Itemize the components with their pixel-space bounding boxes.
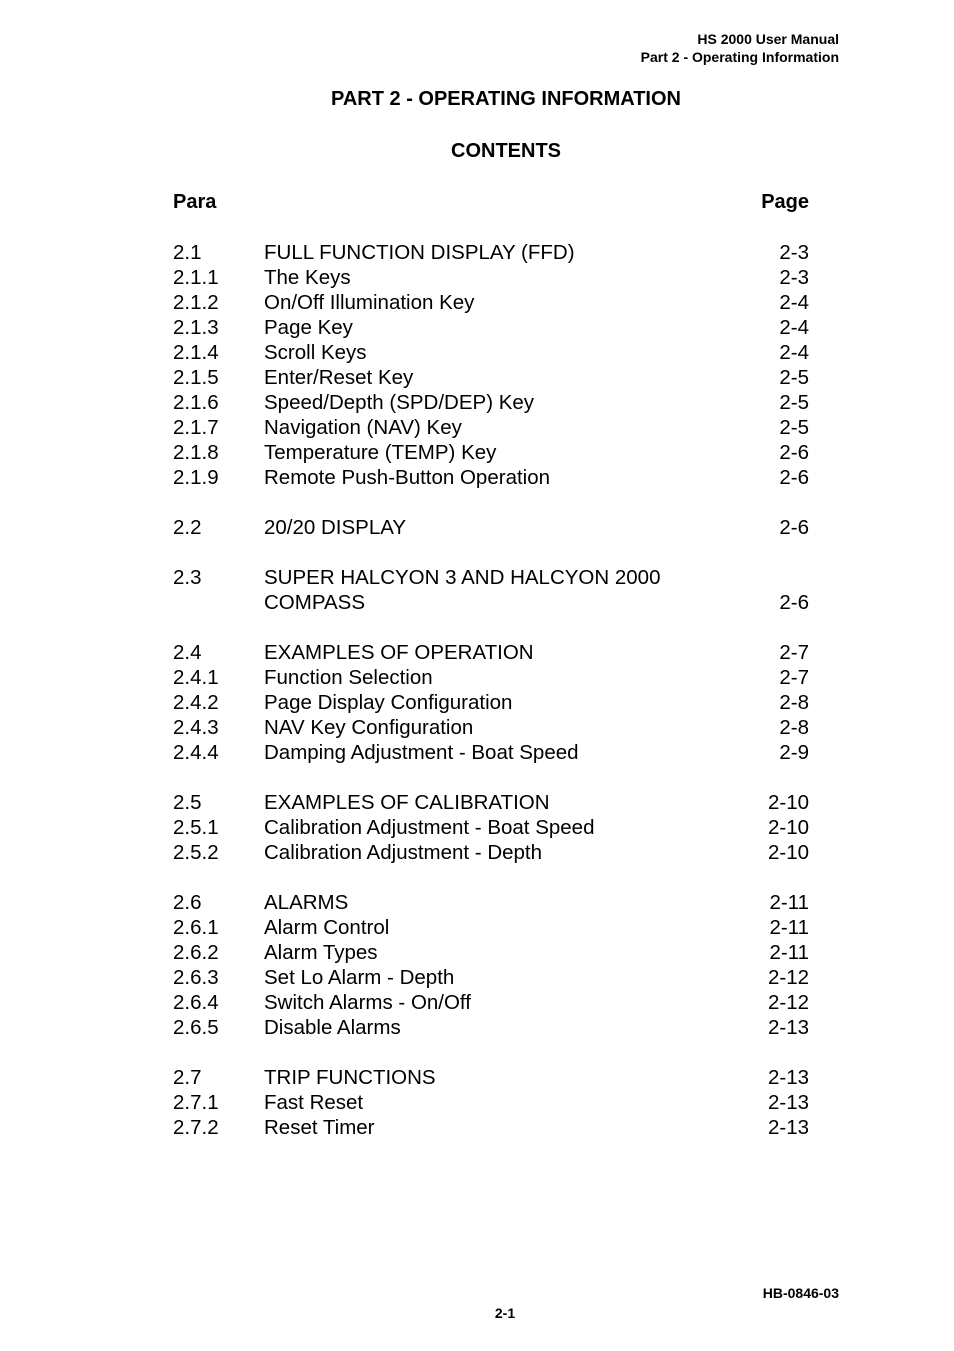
- toc-entry[interactable]: [173, 940, 809, 965]
- page-title: PART 2 - OPERATING INFORMATION: [331, 88, 681, 110]
- toc-title: EXAMPLES OF OPERATION: [264, 641, 534, 664]
- toc-page-number: 2-13: [767, 1016, 809, 1039]
- toc-title: Enter/Reset Key: [264, 366, 414, 389]
- toc-entry[interactable]: [173, 415, 809, 440]
- toc-title: ALARMS: [264, 891, 349, 914]
- toc-entry[interactable]: [173, 1015, 809, 1040]
- toc-entry[interactable]: [173, 465, 809, 490]
- toc-para-number: 2.5.2: [173, 841, 219, 864]
- toc-title: Calibration Adjustment - Depth: [264, 841, 543, 864]
- toc-page-number: 2-11: [769, 941, 809, 964]
- toc-entry[interactable]: [173, 715, 809, 740]
- toc-title: Alarm Types: [264, 941, 378, 964]
- toc-para-number: 2.4.4: [173, 741, 219, 764]
- toc-para-number: 2.7: [173, 1066, 202, 1089]
- toc-entry[interactable]: [173, 740, 809, 765]
- toc-page-number: 2-5: [779, 366, 809, 389]
- toc-entry[interactable]: [173, 1065, 809, 1090]
- para-column-heading: Para: [173, 191, 217, 213]
- toc-page-number: 2-11: [769, 916, 809, 939]
- toc-entry[interactable]: [173, 365, 809, 390]
- toc-entry[interactable]: [173, 790, 809, 815]
- toc-entry[interactable]: [173, 240, 809, 265]
- manual-title: HS 2000 User Manual: [697, 31, 839, 47]
- toc-title: Speed/Depth (SPD/DEP) Key: [264, 391, 535, 414]
- toc-page-number: 2-13: [767, 1091, 809, 1114]
- toc-page-number: 2-12: [767, 966, 809, 989]
- toc-title: COMPASS: [264, 591, 365, 614]
- document-code: HB-0846-03: [762, 1285, 839, 1301]
- toc-entry[interactable]: [173, 815, 809, 840]
- toc-entry[interactable]: [173, 565, 809, 590]
- toc-page-number: 2-3: [779, 266, 809, 289]
- toc-title: Reset Timer: [264, 1116, 375, 1139]
- toc-page-number: 2-10: [767, 791, 809, 814]
- toc-title: The Keys: [264, 266, 351, 289]
- toc-title: Temperature (TEMP) Key: [264, 441, 497, 464]
- toc-page-number: 2-5: [779, 391, 809, 414]
- toc-title: Remote Push-Button Operation: [264, 466, 551, 489]
- toc-title: TRIP FUNCTIONS: [264, 1066, 436, 1089]
- toc-title: 20/20 DISPLAY: [264, 516, 407, 539]
- toc-entry[interactable]: [173, 690, 809, 715]
- toc-entry[interactable]: [173, 665, 809, 690]
- toc-page-number: 2-8: [779, 691, 809, 714]
- toc-page-number: 2-13: [767, 1066, 809, 1089]
- toc-title: Set Lo Alarm - Depth: [264, 966, 455, 989]
- toc-page-number: 2-10: [767, 816, 809, 839]
- toc-para-number: 2.1.1: [173, 266, 219, 289]
- toc-page-number: 2-11: [769, 891, 809, 914]
- toc-para-number: 2.6.2: [173, 941, 219, 964]
- toc-para-number: 2.5.1: [173, 816, 219, 839]
- toc-para-number: 2.4.2: [173, 691, 219, 714]
- toc-title: On/Off Illumination Key: [264, 291, 475, 314]
- toc-title: EXAMPLES OF CALIBRATION: [264, 791, 550, 814]
- toc-entry[interactable]: [173, 990, 809, 1015]
- toc-para-number: 2.7.1: [173, 1091, 219, 1114]
- toc-title: Fast Reset: [264, 1091, 364, 1114]
- toc-title: Page Key: [264, 316, 353, 339]
- toc-title: Function Selection: [264, 666, 433, 689]
- toc-para-number: 2.4.3: [173, 716, 219, 739]
- toc-page-number: 2-7: [779, 666, 809, 689]
- toc-para-number: 2.6.1: [173, 916, 219, 939]
- toc-para-number: 2.1.8: [173, 441, 219, 464]
- toc-para-number: 2.3: [173, 566, 202, 589]
- toc-entry[interactable]: [173, 1115, 809, 1140]
- toc-entry[interactable]: [173, 340, 809, 365]
- toc-para-number: 2.6.4: [173, 991, 219, 1014]
- toc-title: NAV Key Configuration: [264, 716, 474, 739]
- toc-page-number: 2-4: [779, 291, 809, 314]
- toc-entry[interactable]: [173, 890, 809, 915]
- toc-page-number: 2-6: [779, 441, 809, 464]
- toc-title: Disable Alarms: [264, 1016, 401, 1039]
- contents-heading: CONTENTS: [451, 140, 561, 162]
- toc-para-number: 2.6: [173, 891, 202, 914]
- toc-page-number: 2-13: [767, 1116, 809, 1139]
- toc-entry[interactable]: [173, 640, 809, 665]
- running-header: [641, 30, 839, 66]
- toc-entry[interactable]: [173, 440, 809, 465]
- toc-para-number: 2.1.3: [173, 316, 219, 339]
- toc-entry[interactable]: [173, 515, 809, 540]
- toc-title: Alarm Control: [264, 916, 390, 939]
- toc-entry[interactable]: [173, 965, 809, 990]
- toc-para-number: 2.1.4: [173, 341, 219, 364]
- page-column-heading: Page: [761, 191, 809, 213]
- toc-page-number: 2-3: [779, 241, 809, 264]
- toc-entry[interactable]: [173, 315, 809, 340]
- toc-page-number: 2-5: [779, 416, 809, 439]
- toc-para-number: 2.1.7: [173, 416, 219, 439]
- toc-entry[interactable]: [173, 390, 809, 415]
- toc-page-number: 2-6: [779, 591, 809, 614]
- toc-page-number: 2-10: [767, 841, 809, 864]
- toc-title: SUPER HALCYON 3 AND HALCYON 2000: [264, 566, 661, 589]
- toc-page-number: 2-6: [779, 516, 809, 539]
- toc-title: Navigation (NAV) Key: [264, 416, 462, 439]
- toc-entry[interactable]: [173, 840, 809, 865]
- toc-title: Scroll Keys: [264, 341, 367, 364]
- toc-page-number: 2-4: [779, 316, 809, 339]
- toc-entry[interactable]: [173, 1090, 809, 1115]
- toc-page-number: 2-4: [779, 341, 809, 364]
- toc-para-number: 2.1.9: [173, 466, 219, 489]
- toc-para-number: 2.1: [173, 241, 202, 264]
- toc-page-number: 2-8: [779, 716, 809, 739]
- toc-para-number: 2.4.1: [173, 666, 219, 689]
- toc-page-number: 2-9: [779, 741, 809, 764]
- page-number: 2-1: [494, 1305, 516, 1321]
- table-of-contents: [173, 240, 809, 1140]
- toc-para-number: 2.6.5: [173, 1016, 219, 1039]
- toc-page-number: 2-6: [779, 466, 809, 489]
- toc-entry[interactable]: [173, 265, 809, 290]
- toc-page-number: 2-7: [779, 641, 809, 664]
- toc-title: Switch Alarms - On/Off: [264, 991, 471, 1014]
- toc-entry[interactable]: [173, 590, 809, 615]
- toc-para-number: 2.1.5: [173, 366, 219, 389]
- toc-entry[interactable]: [173, 915, 809, 940]
- toc-para-number: 2.5: [173, 791, 202, 814]
- section-title: Part 2 - Operating Information: [640, 49, 839, 65]
- toc-para-number: 2.1.6: [173, 391, 219, 414]
- toc-para-number: 2.2: [173, 516, 202, 539]
- toc-title: Damping Adjustment - Boat Speed: [264, 741, 579, 764]
- toc-title: Calibration Adjustment - Boat Speed: [264, 816, 595, 839]
- toc-entry[interactable]: [173, 290, 809, 315]
- toc-title: FULL FUNCTION DISPLAY (FFD): [264, 241, 575, 264]
- toc-para-number: 2.1.2: [173, 291, 219, 314]
- toc-page-number: 2-12: [767, 991, 809, 1014]
- toc-title: Page Display Configuration: [264, 691, 513, 714]
- toc-para-number: 2.4: [173, 641, 202, 664]
- toc-para-number: 2.7.2: [173, 1116, 219, 1139]
- toc-para-number: 2.6.3: [173, 966, 219, 989]
